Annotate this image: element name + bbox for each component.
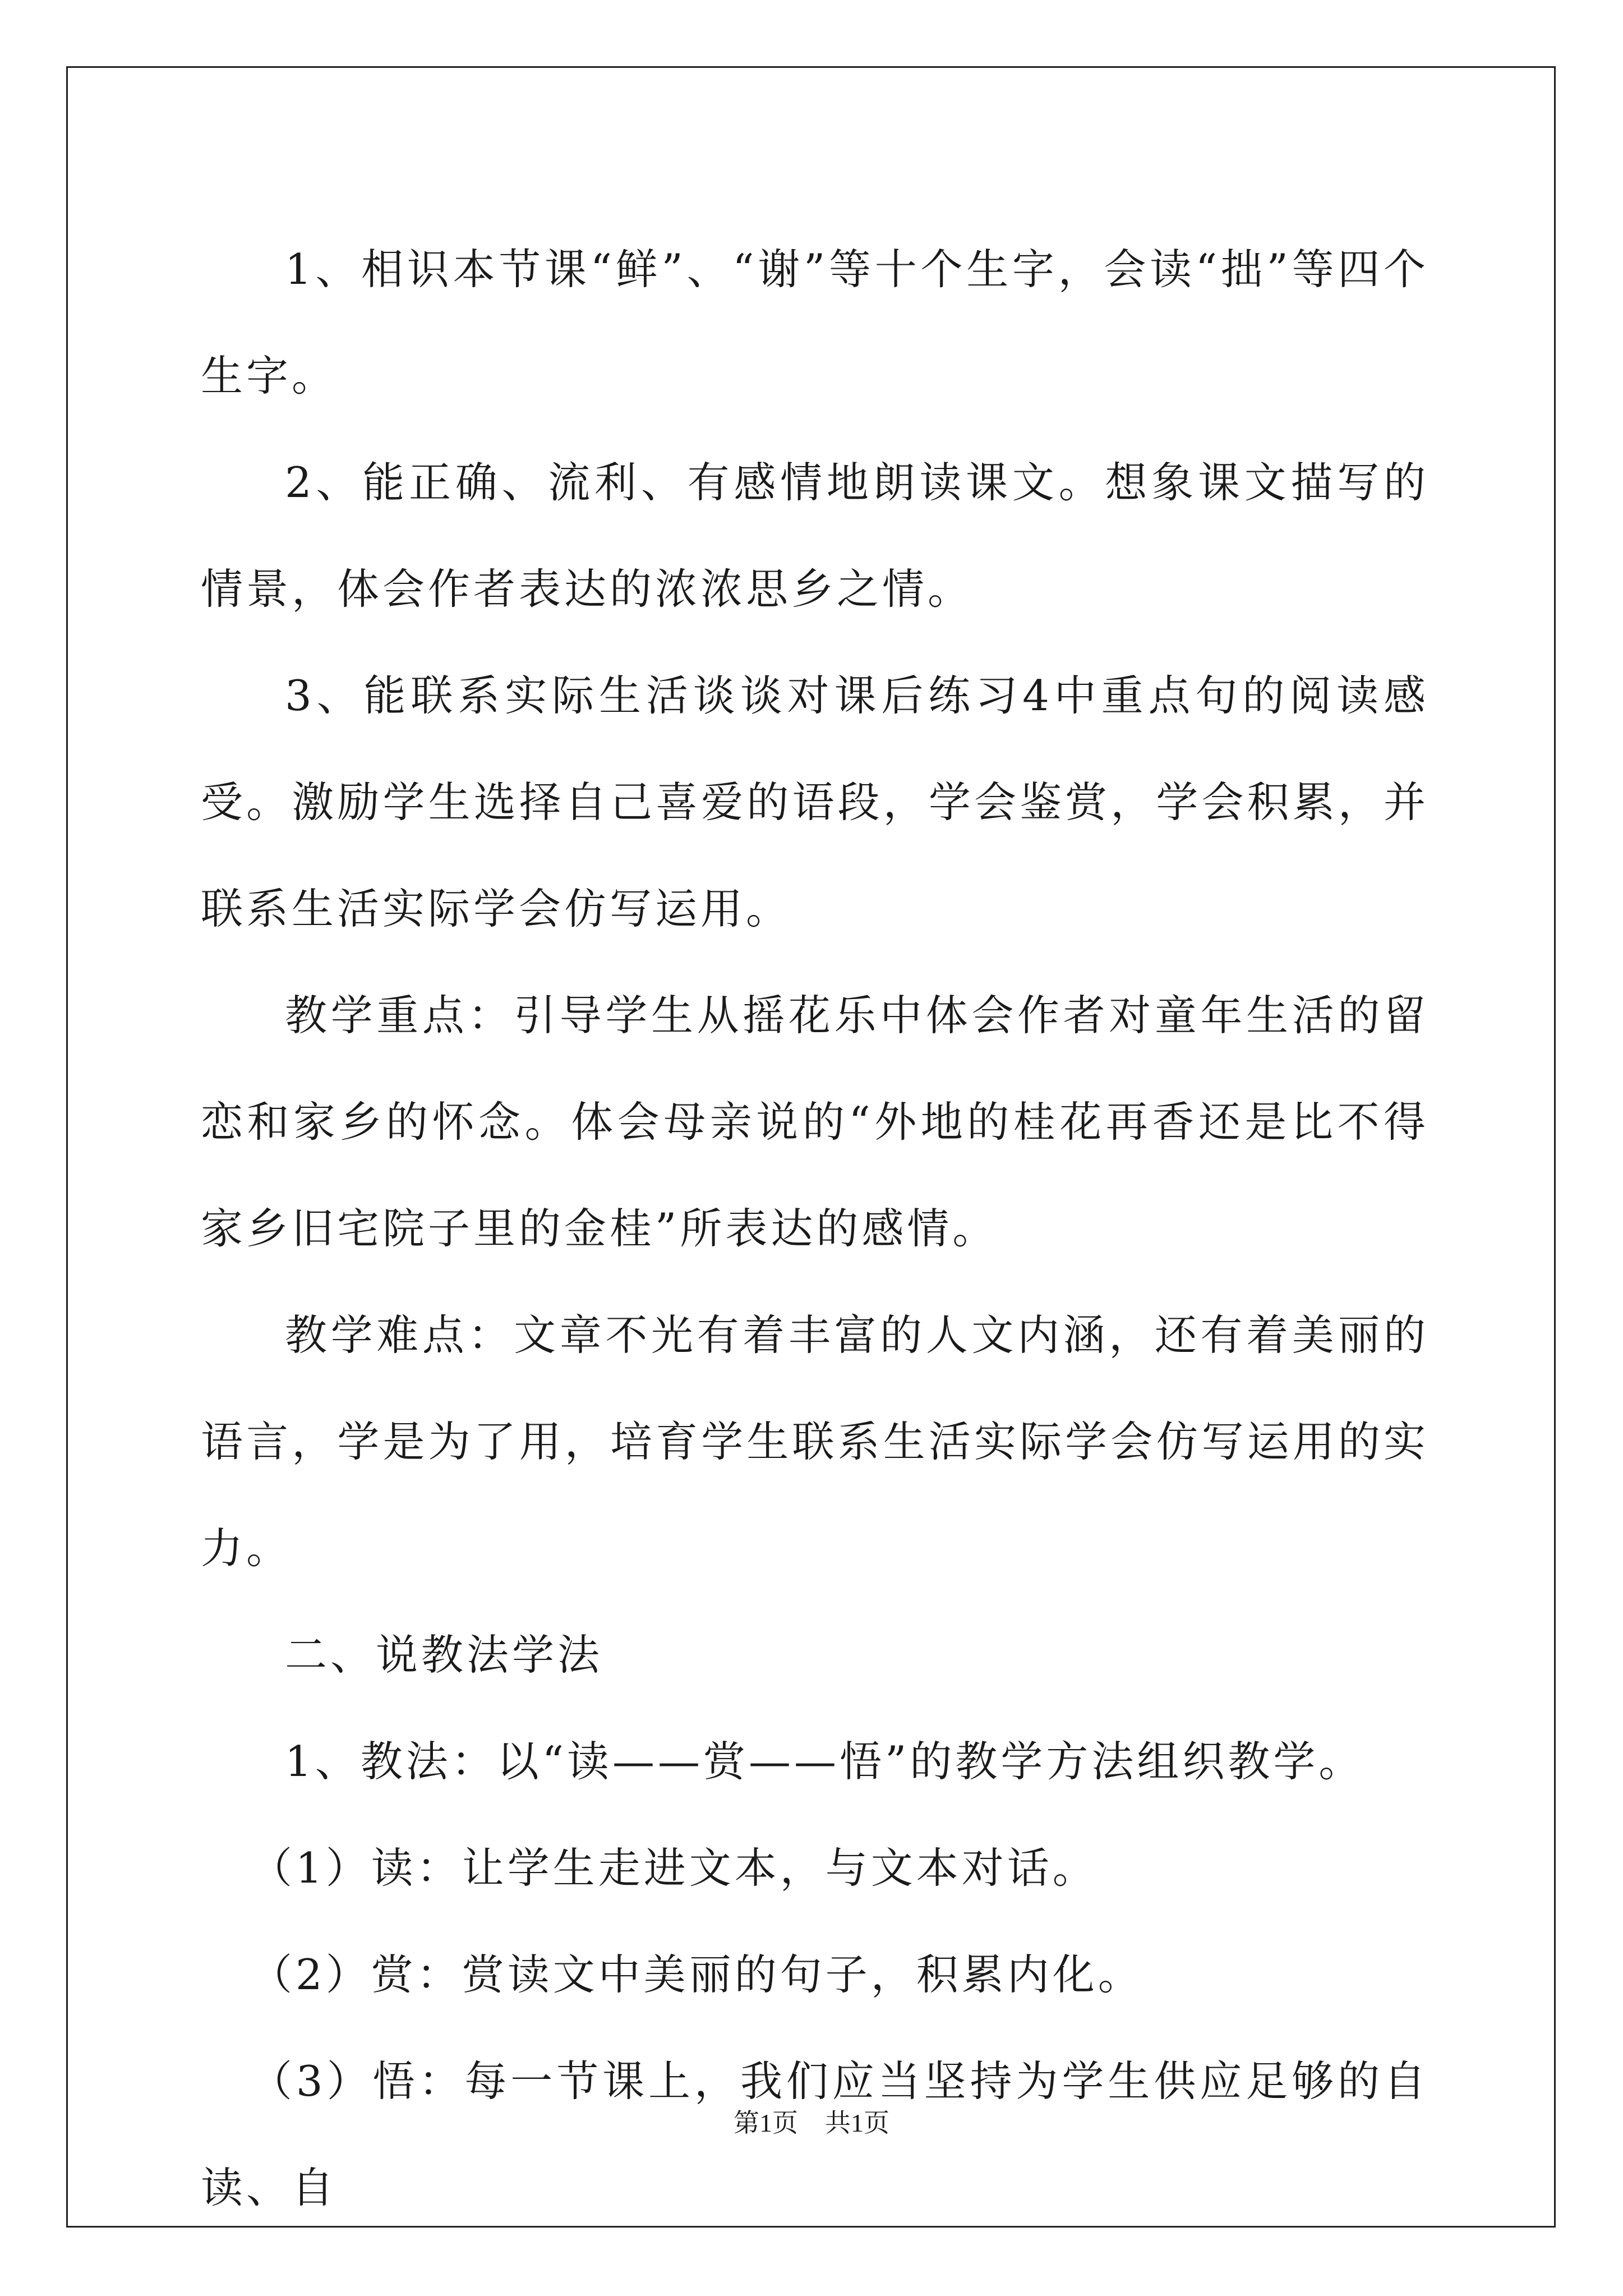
paragraph-key-point: 教学重点：引导学生从摇花乐中体会作者对童年生活的留恋和家乡的怀念。体会母亲说的“外地的桂花再香还是比不得家乡旧宅院子里的金桂”所表达的感情。 <box>201 991 1429 1253</box>
paragraph-goal-1: 1、相识本节课“鲜”、“谢”等十个生字，会读“拙”等四个生字。 <box>201 245 1429 401</box>
paragraph-method-appreciate: （2）赏：赏读文中美丽的句子，积累内化。 <box>250 1950 1144 1999</box>
paragraph-difficulty: 教学难点：文章不光有着丰富的人文内涵，还有着美丽的语言，学是为了用，培育学生联系生活实际学会仿写运用的实力。 <box>201 1310 1429 1573</box>
paragraph-method-1: 1、教法：以“读——赏——悟”的教学方法组织教学。 <box>285 1737 1364 1786</box>
page-number-total: 共1页 <box>825 2109 889 2137</box>
paragraph-method-read: （1）读：让学生走进文本，与文本对话。 <box>250 1843 1098 1893</box>
page-number-current: 第1页 <box>734 2109 798 2137</box>
page-footer <box>0 2106 1623 2140</box>
paragraph-goal-2: 2、能正确、流利、有感情地朗读课文。想象课文描写的情景，体会作者表达的浓浓思乡之情。 <box>201 458 1429 614</box>
paragraph-goal-3: 3、能联系实际生活谈谈对课后练习4中重点句的阅读感受。激励学生选择自己喜爱的语段，学会鉴赏，学会积累，并联系生活实际学会仿写运用。 <box>201 671 1429 933</box>
document-body <box>201 216 1429 2241</box>
paragraph-method-realize: （3）悟：每一节课上，我们应当坚持为学生供应足够的自读、自 <box>201 2056 1429 2212</box>
section-heading-methods: 二、说教法学法 <box>285 1630 603 1680</box>
